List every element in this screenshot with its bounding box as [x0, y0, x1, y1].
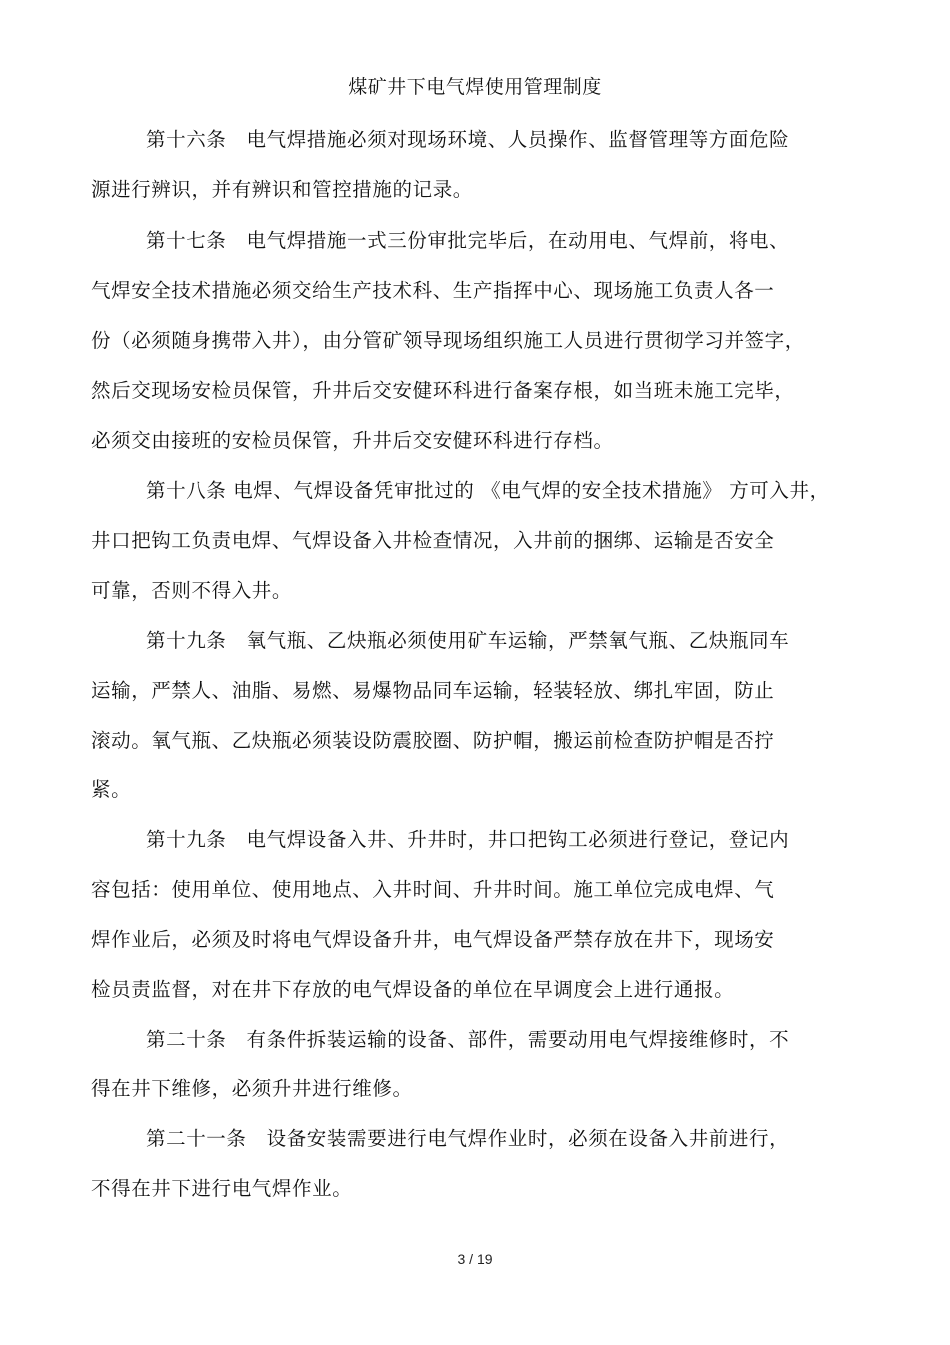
text-line: 第十八条 电焊、气焊设备凭审批过的 《电气焊的安全技术措施》 方可入井， [146, 479, 830, 502]
text-line: 必须交由接班的安检员保管，升井后交安健环科进行存档。 [91, 429, 614, 452]
text-line: 气焊安全技术措施必须交给生产技术科、生产指挥中心、现场施工负责人各一 [91, 279, 775, 302]
text-line: 井口把钩工负责电焊、气焊设备入井检查情况，入井前的捆绑、运输是否安全 [91, 529, 775, 552]
text-line: 第二十一条 设备安装需要进行电气焊作业时，必须在设备入井前进行， [146, 1127, 790, 1150]
text-line: 第十九条 氧气瓶、乙炔瓶必须使用矿车运输，严禁氧气瓶、乙炔瓶同车 [146, 629, 790, 652]
text-line: 源进行辨识，并有辨识和管控措施的记录。 [91, 178, 473, 201]
text-line: 第十七条 电气焊措施一式三份审批完毕后，在动用电、气焊前，将电、 [146, 229, 790, 252]
text-line: 得在井下维修，必须升井进行维修。 [91, 1077, 413, 1100]
text-line: 滚动。氧气瓶、乙炔瓶必须装设防震胶圈、防护帽，搬运前检查防护帽是否拧 [91, 729, 775, 752]
text-line: 紧。 [91, 778, 132, 801]
text-line: 第十九条 电气焊设备入井、升井时，井口把钩工必须进行登记，登记内 [146, 828, 790, 851]
text-line: 不得在井下进行电气焊作业。 [91, 1177, 353, 1200]
text-line: 检员责监督，对在井下存放的电气焊设备的单位在早调度会上进行通报。 [91, 978, 735, 1001]
text-line: 运输，严禁人、油脂、易燃、易爆物品同车运输，轻装轻放、绑扎牢固，防止 [91, 679, 775, 702]
text-line: 第十六条 电气焊措施必须对现场环境、人员操作、监督管理等方面危险 [146, 128, 790, 151]
text-line: 容包括：使用单位、使用地点、入井时间、升井时间。施工单位完成电焊、气 [91, 878, 775, 901]
text-line: 焊作业后，必须及时将电气焊设备升井，电气焊设备严禁存放在井下，现场安 [91, 928, 775, 951]
text-line: 然后交现场安检员保管，升井后交安健环科进行备案存根，如当班未施工完毕， [91, 379, 795, 402]
text-line: 份（必须随身携带入井），由分管矿领导现场组织施工人员进行贯彻学习并签字， [91, 329, 805, 352]
page-number: 3 / 19 [457, 1251, 493, 1267]
document-title: 煤矿井下电气焊使用管理制度 [348, 76, 602, 98]
text-line: 第二十条 有条件拆装运输的设备、部件，需要动用电气焊接维修时，不 [146, 1028, 790, 1051]
text-line: 可靠，否则不得入井。 [91, 579, 293, 602]
